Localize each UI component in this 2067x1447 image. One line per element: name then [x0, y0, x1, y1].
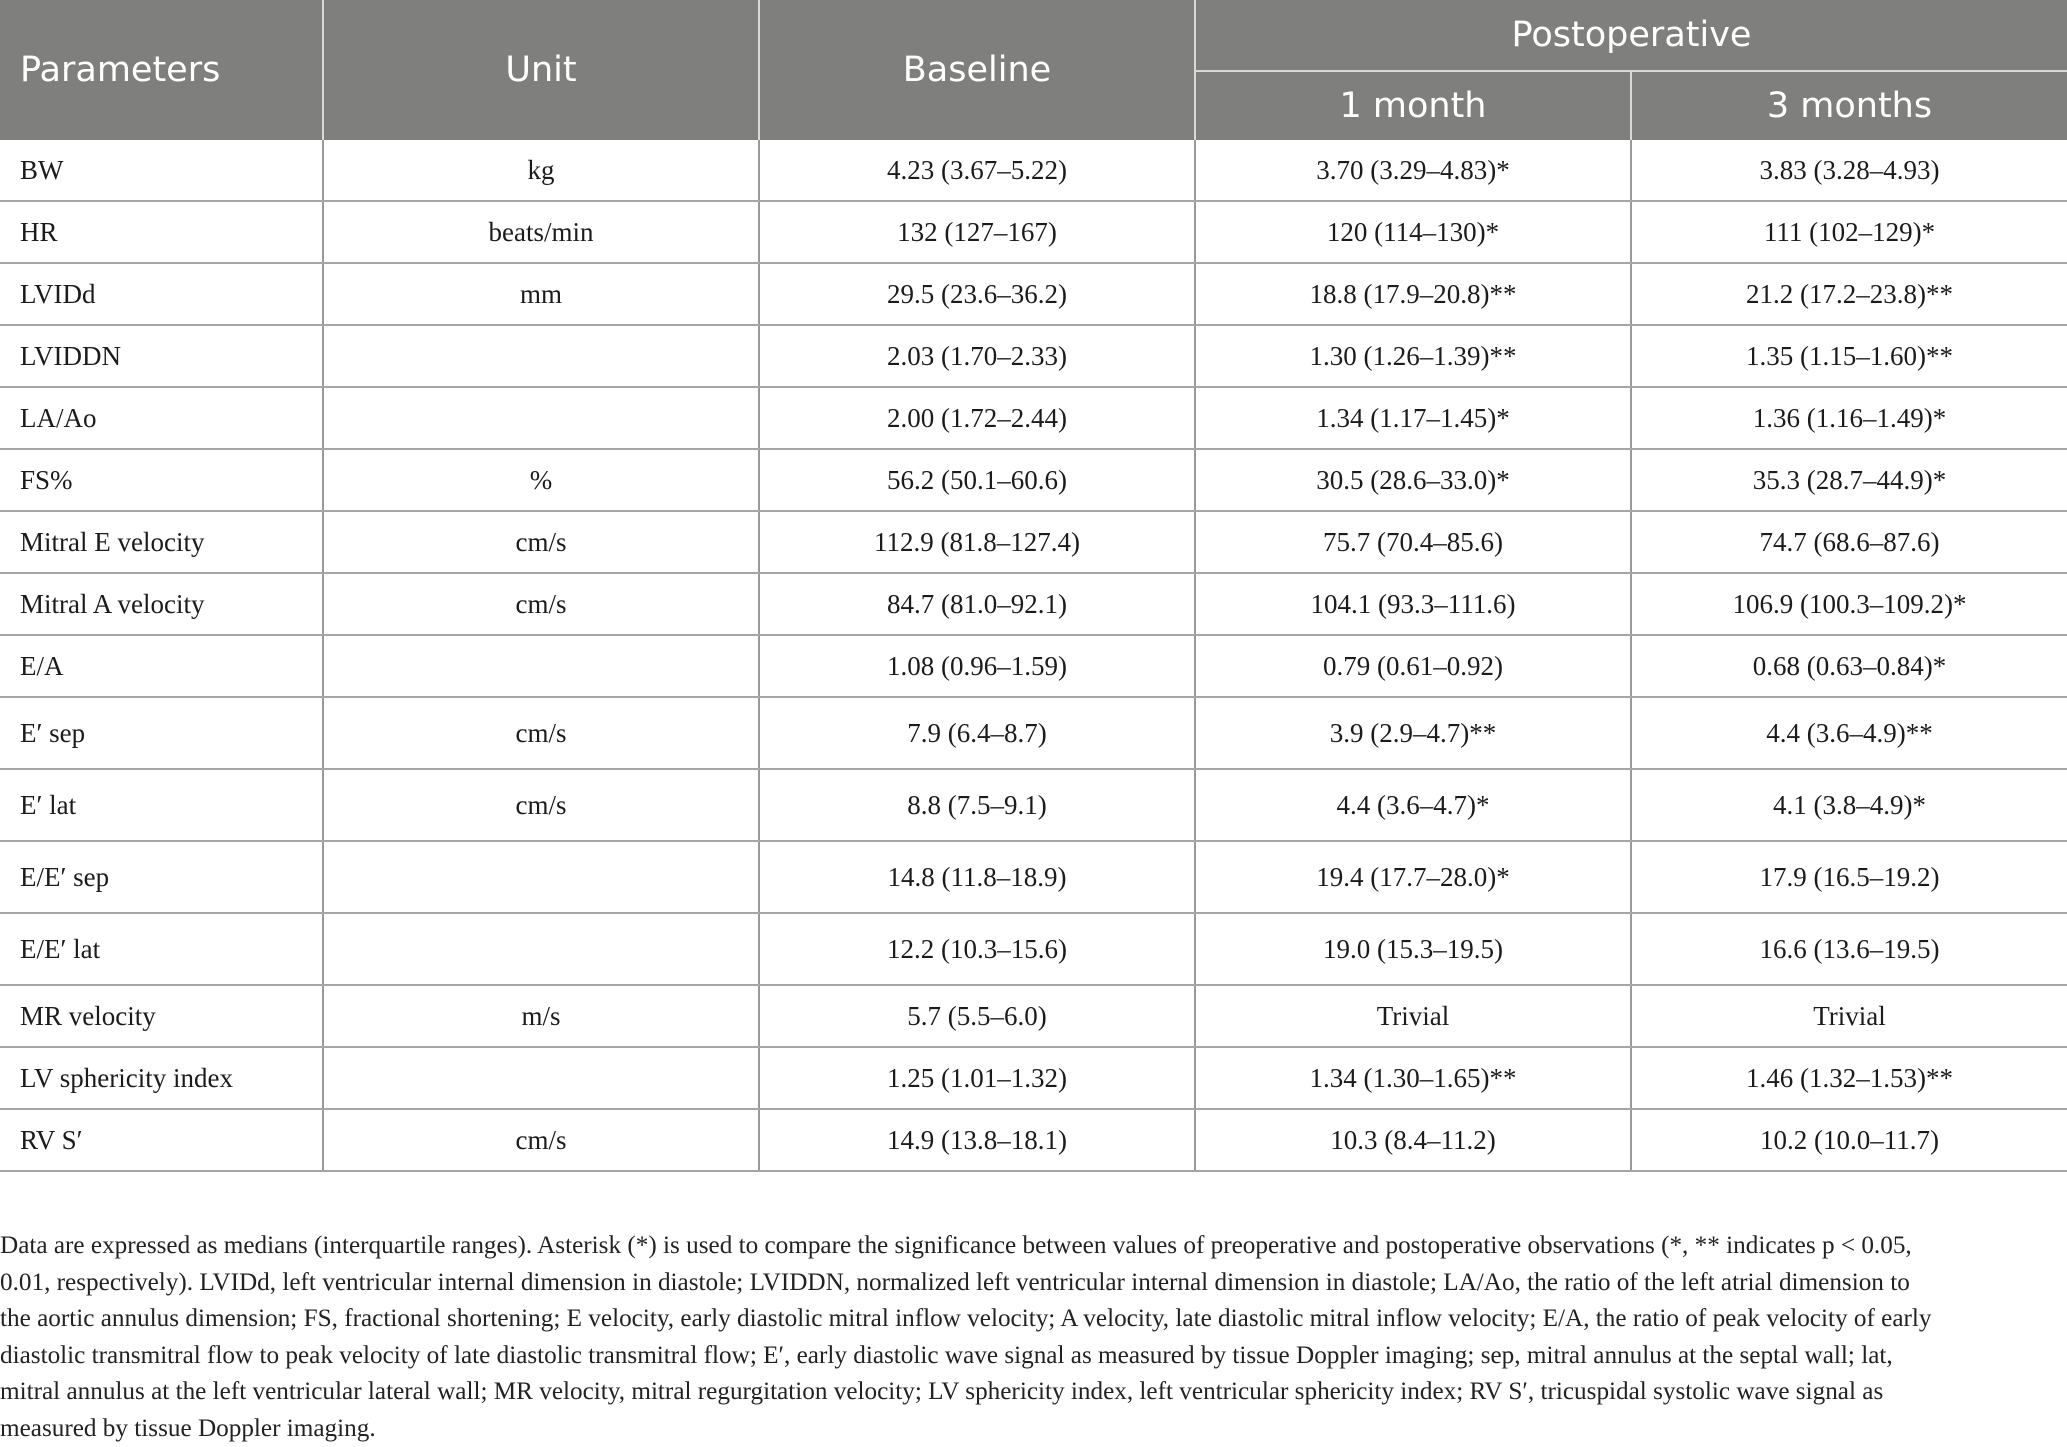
table-row: [0, 913, 2067, 985]
cell-unit: [323, 1047, 759, 1109]
table-row: [0, 1109, 2067, 1171]
cell-unit: cm/s: [323, 1109, 759, 1171]
cell-1-month: 75.7 (70.4–85.6): [1195, 511, 1631, 573]
cell-unit: [323, 913, 759, 985]
cell-baseline: 4.23 (3.67–5.22): [759, 140, 1195, 201]
cell-3-months: 1.35 (1.15–1.60)**: [1631, 325, 2067, 387]
table-body: [0, 140, 2067, 1171]
cell-3-months: 16.6 (13.6–19.5): [1631, 913, 2067, 985]
cell-parameter: E/E′ lat: [0, 913, 323, 985]
table-row: [0, 841, 2067, 913]
cell-3-months: 10.2 (10.0–11.7): [1631, 1109, 2067, 1171]
cell-parameter: HR: [0, 201, 323, 263]
cell-3-months: 74.7 (68.6–87.6): [1631, 511, 2067, 573]
table-row: [0, 985, 2067, 1047]
cell-3-months: 21.2 (17.2–23.8)**: [1631, 263, 2067, 325]
header-3-months: 3 months: [1631, 71, 2067, 140]
cell-1-month: 3.9 (2.9–4.7)**: [1195, 697, 1631, 769]
cell-parameter: E/A: [0, 635, 323, 697]
header-1-month: 1 month: [1195, 71, 1631, 140]
cell-1-month: 3.70 (3.29–4.83)*: [1195, 140, 1631, 201]
cell-3-months: 4.4 (3.6–4.9)**: [1631, 697, 2067, 769]
table-row: [0, 769, 2067, 841]
cell-3-months: 3.83 (3.28–4.93): [1631, 140, 2067, 201]
table-row: [0, 387, 2067, 449]
footnote-line: 0.01, respectively). LVIDd, left ventricular internal dimension in diastole; LVIDDN, normalized left ventricular internal dimension in diastole; LA/Ao, the ratio of the left atrial dimension to: [0, 1265, 2050, 1302]
cell-unit: kg: [323, 140, 759, 201]
cell-unit: m/s: [323, 985, 759, 1047]
cell-parameter: MR velocity: [0, 985, 323, 1047]
cell-unit: [323, 387, 759, 449]
cell-parameter: E′ sep: [0, 697, 323, 769]
cell-parameter: E/E′ sep: [0, 841, 323, 913]
cell-1-month: 1.34 (1.30–1.65)**: [1195, 1047, 1631, 1109]
table-row: [0, 511, 2067, 573]
table-footnote: [0, 1228, 2050, 1447]
table-row: [0, 697, 2067, 769]
table-row: [0, 325, 2067, 387]
header-parameters: Parameters: [0, 0, 323, 140]
cell-3-months: 4.1 (3.8–4.9)*: [1631, 769, 2067, 841]
table-header: [0, 0, 2067, 140]
cell-1-month: 19.0 (15.3–19.5): [1195, 913, 1631, 985]
cell-unit: cm/s: [323, 697, 759, 769]
cell-unit: beats/min: [323, 201, 759, 263]
table-row: [0, 201, 2067, 263]
cell-unit: %: [323, 449, 759, 511]
cell-baseline: 112.9 (81.8–127.4): [759, 511, 1195, 573]
cell-baseline: 2.00 (1.72–2.44): [759, 387, 1195, 449]
footnote-line: measured by tissue Doppler imaging.: [0, 1411, 2050, 1447]
cell-parameter: LVIDDN: [0, 325, 323, 387]
footnote-line: mitral annulus at the left ventricular lateral wall; MR velocity, mitral regurgitation velocity; LV sphericity index, left ventricular sphericity index; RV S′, tricuspidal systolic wave signal as: [0, 1374, 2050, 1411]
cell-unit: cm/s: [323, 511, 759, 573]
header-postoperative: Postoperative: [1195, 0, 2067, 71]
cell-3-months: 111 (102–129)*: [1631, 201, 2067, 263]
header-baseline: Baseline: [759, 0, 1195, 140]
cell-parameter: RV S′: [0, 1109, 323, 1171]
cell-unit: [323, 841, 759, 913]
cell-3-months: 35.3 (28.7–44.9)*: [1631, 449, 2067, 511]
cell-baseline: 1.25 (1.01–1.32): [759, 1047, 1195, 1109]
cell-baseline: 2.03 (1.70–2.33): [759, 325, 1195, 387]
cell-baseline: 14.9 (13.8–18.1): [759, 1109, 1195, 1171]
cell-1-month: Trivial: [1195, 985, 1631, 1047]
cell-baseline: 5.7 (5.5–6.0): [759, 985, 1195, 1047]
cell-parameter: BW: [0, 140, 323, 201]
cell-1-month: 30.5 (28.6–33.0)*: [1195, 449, 1631, 511]
footnote-line: Data are expressed as medians (interquartile ranges). Asterisk (*) is used to compare the significance between values of preoperative and postoperative observations (*, ** indicates p < 0.05,: [0, 1228, 2050, 1265]
table-row: [0, 449, 2067, 511]
table-row: [0, 263, 2067, 325]
footnote-line: diastolic transmitral flow to peak velocity of late diastolic transmitral flow; E′, early diastolic wave signal as measured by tissue Doppler imaging; sep, mitral annulus at the septal wall; lat,: [0, 1338, 2050, 1375]
cell-baseline: 8.8 (7.5–9.1): [759, 769, 1195, 841]
cell-parameter: Mitral A velocity: [0, 573, 323, 635]
cell-1-month: 4.4 (3.6–4.7)*: [1195, 769, 1631, 841]
table-row: [0, 635, 2067, 697]
cell-3-months: Trivial: [1631, 985, 2067, 1047]
cell-parameter: LA/Ao: [0, 387, 323, 449]
cell-3-months: 0.68 (0.63–0.84)*: [1631, 635, 2067, 697]
cell-baseline: 12.2 (10.3–15.6): [759, 913, 1195, 985]
cell-baseline: 56.2 (50.1–60.6): [759, 449, 1195, 511]
cell-1-month: 18.8 (17.9–20.8)**: [1195, 263, 1631, 325]
header-unit: Unit: [323, 0, 759, 140]
cell-1-month: 0.79 (0.61–0.92): [1195, 635, 1631, 697]
table-row: [0, 1047, 2067, 1109]
cell-1-month: 120 (114–130)*: [1195, 201, 1631, 263]
cell-1-month: 19.4 (17.7–28.0)*: [1195, 841, 1631, 913]
table-row: [0, 140, 2067, 201]
cell-baseline: 132 (127–167): [759, 201, 1195, 263]
cell-1-month: 104.1 (93.3–111.6): [1195, 573, 1631, 635]
cell-baseline: 84.7 (81.0–92.1): [759, 573, 1195, 635]
cell-parameter: Mitral E velocity: [0, 511, 323, 573]
cell-baseline: 14.8 (11.8–18.9): [759, 841, 1195, 913]
cell-3-months: 106.9 (100.3–109.2)*: [1631, 573, 2067, 635]
cell-1-month: 1.30 (1.26–1.39)**: [1195, 325, 1631, 387]
cell-baseline: 1.08 (0.96–1.59): [759, 635, 1195, 697]
cell-3-months: 17.9 (16.5–19.2): [1631, 841, 2067, 913]
cell-unit: mm: [323, 263, 759, 325]
cell-parameter: E′ lat: [0, 769, 323, 841]
cell-parameter: LV sphericity index: [0, 1047, 323, 1109]
cell-parameter: FS%: [0, 449, 323, 511]
cell-unit: cm/s: [323, 573, 759, 635]
cell-parameter: LVIDd: [0, 263, 323, 325]
cell-unit: [323, 325, 759, 387]
cell-3-months: 1.36 (1.16–1.49)*: [1631, 387, 2067, 449]
footnote-line: the aortic annulus dimension; FS, fractional shortening; E velocity, early diastolic mitral inflow velocity; A velocity, late diastolic mitral inflow velocity; E/A, the ratio of peak velocity of early: [0, 1301, 2050, 1338]
cell-baseline: 7.9 (6.4–8.7): [759, 697, 1195, 769]
cell-3-months: 1.46 (1.32–1.53)**: [1631, 1047, 2067, 1109]
cell-unit: [323, 635, 759, 697]
cell-1-month: 1.34 (1.17–1.45)*: [1195, 387, 1631, 449]
cell-unit: cm/s: [323, 769, 759, 841]
cell-1-month: 10.3 (8.4–11.2): [1195, 1109, 1631, 1171]
table-row: [0, 573, 2067, 635]
cell-baseline: 29.5 (23.6–36.2): [759, 263, 1195, 325]
